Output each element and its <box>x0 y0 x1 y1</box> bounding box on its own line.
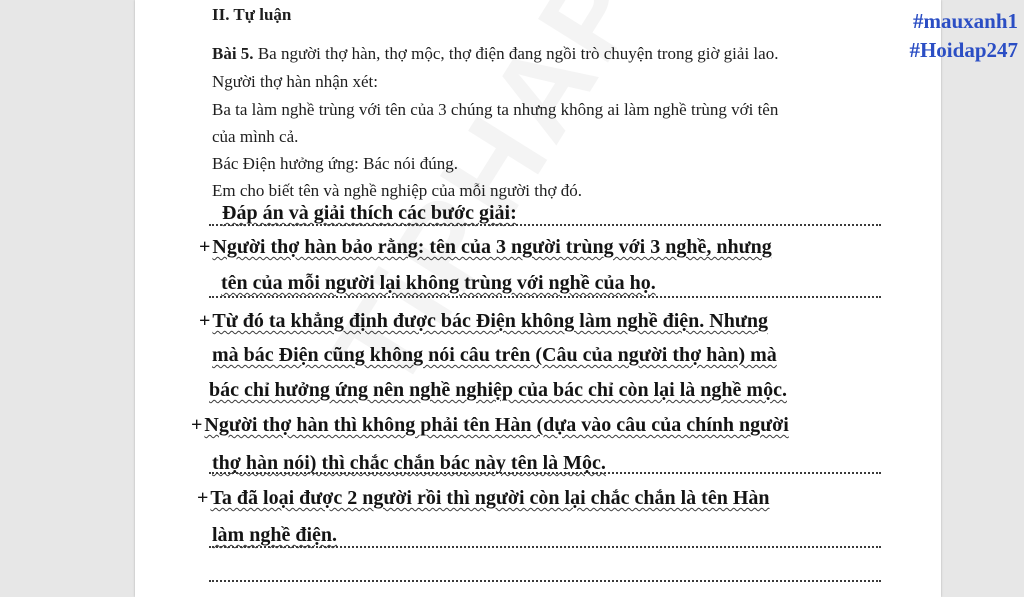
answer-line-8: + Ta đã loại được 2 người rồi thì người còn lại chắc chắn là tên Hàn <box>197 487 770 509</box>
answer-line-5: bác chỉ hưởng ứng nên nghề nghiệp của bác chỉ còn lại là nghề mộc. <box>209 379 787 401</box>
answer-line-9: làm nghề điện. <box>212 524 338 546</box>
hashtag-hoidap: #Hoidap247 <box>909 38 1018 62</box>
answer-line-2: tên của mỗi người lại không trùng với nghề của họ. <box>221 272 656 294</box>
answer-line-3: + Từ đó ta khẳng định được bác Điện không làm nghề điện. Nhưng <box>199 310 768 332</box>
section-heading: II. Tự luận <box>212 5 292 24</box>
problem-line-1: Bài 5. Ba người thợ hàn, thợ mộc, thợ điện đang ngồi trò chuyện trong giờ giải lao. <box>212 44 779 63</box>
plus-bullet: + <box>197 487 209 509</box>
problem-line-5: Bác Điện hưởng ứng: Bác nói đúng. <box>212 154 459 173</box>
document-page <box>135 0 941 597</box>
plus-bullet: + <box>191 414 203 436</box>
answer-line-1: + Người thợ hàn bảo rằng: tên của 3 người trùng với 3 nghề, nhưng <box>199 236 772 258</box>
problem-line-4: của mình cả. <box>212 127 299 146</box>
problem-line-6: Em cho biết tên và nghề nghiệp của mỗi người thợ đó. <box>212 181 582 200</box>
problem-line-3: Ba ta làm nghề trùng với tên của 3 chúng ta nhưng không ai làm nghề trùng với tên <box>212 100 779 119</box>
problem-label: Bài 5. <box>212 44 254 63</box>
problem-line-2: Người thợ hàn nhận xét: <box>212 72 378 91</box>
answer-title: Đáp án và giải thích các bước giải: <box>222 202 517 224</box>
answer-dotted-line <box>209 580 881 582</box>
hashtag-mauxanh: #mauxanh1 <box>912 9 1018 33</box>
answer-line-7: thợ hàn nói) thì chắc chắn bác này tên là Mộc. <box>212 452 606 474</box>
plus-bullet: + <box>199 310 211 332</box>
answer-dotted-line <box>209 296 881 298</box>
answer-line-6: + Người thợ hàn thì không phải tên Hàn (dựa vào câu của chính người <box>191 414 789 436</box>
plus-bullet: + <box>199 236 211 258</box>
answer-line-4: mà bác Điện cũng không nói câu trên (Câu của người thợ hàn) mà <box>212 344 777 366</box>
